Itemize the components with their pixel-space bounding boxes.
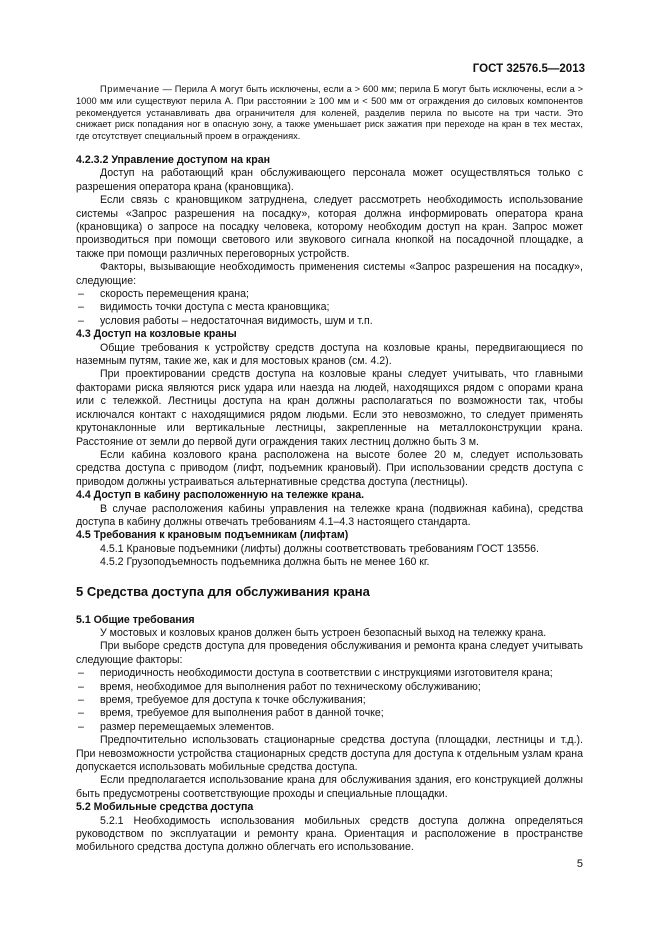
paragraph: При проектировании средств доступа на козловые краны следует учитывать, что главными факторами риска являются риск удара или наезда на людей, находящихся рядом с опорами крана или с тележкой. Лестницы доступа на кран должны располагаться по возможности так, чтобы исключался контакт с находящимися рядом людьми. Если это невозможно, то следует применять крутонаклонные или вертикальные лестницы, закрепленные на металлоконструкции крана. Расстояние от земли до первой дуги ограждения таких лестниц должно быть 3 м. xyxy=(76,368,583,448)
factor-list xyxy=(76,288,583,328)
list-item: – время, необходимое для выполнения работ по техническому обслуживанию; xyxy=(76,681,583,694)
list-item: – размер перемещаемых элементов. xyxy=(76,721,583,734)
paragraph: Если предполагается использование крана для обслуживания здания, его конструкцией должны быть предусмотрены соответствующие проходы и специальные площадки. xyxy=(76,774,583,800)
document-number-header: ГОСТ 32576.5—2013 xyxy=(472,63,585,75)
list-item: – время, требуемое для доступа к точке обслуживания; xyxy=(76,694,583,707)
section-heading-4-2-3-2: 4.2.3.2 Управление доступом на кран xyxy=(76,153,270,166)
section-heading-4-3: 4.3 Доступ на козловые краны xyxy=(76,328,237,341)
paragraph: В случае расположения кабины управления на тележке крана (подвижная кабина), средства доступа в кабину должны отвечать требованиям 4.1–4.3 настоящего стандарта. xyxy=(76,502,583,528)
page-number: 5 xyxy=(576,858,583,870)
page-content xyxy=(76,84,583,855)
paragraph: 5.2.1 Необходимость использования мобильных средств доступа должна определяться руководством по эксплуатации и ремонту крана. Ориентация и расположение в пространстве мобильного средства доступа должно облегчать его использование. xyxy=(76,814,583,854)
list-item: – время, требуемое для выполнения работ в данной точке; xyxy=(76,707,583,720)
paragraph: Если кабина козлового крана расположена на высоте более 20 м, следует использовать средства доступа с приводом (лифт, подъемник крановый). При использовании средств доступа с приводом должны устраиваться альтернативные средства доступа (лестницы). xyxy=(76,448,583,488)
section-heading-4-5: 4.5 Требования к крановым подъемникам (лифтам) xyxy=(76,529,349,542)
paragraph: Если связь с крановщиком затруднена, следует рассмотреть необходимость использование системы «Запрос разрешения на посадку», которая должна информировать оператора крана (крановщика) о запросе на посадку человека, которому необходим доступ на кран. Запрос может производиться при помощи светового или звукового сигнала кнопкой на посадочной площадке, а также при помощи различных переговорных устройств. xyxy=(76,194,583,260)
paragraph: При выборе средств доступа для проведения обслуживания и ремонта крана следует учитывать следующие факторы: xyxy=(76,640,583,666)
list-item: – условия работы – недостаточная видимость, шум и т.п. xyxy=(76,315,583,328)
list-item: – видимость точки доступа с места крановщика; xyxy=(76,301,583,314)
paragraph: 4.5.2 Грузоподъемность подъемника должна быть не менее 160 кг. xyxy=(100,556,430,569)
paragraph: Доступ на работающий кран обслуживающего персонала может осуществляться только с разрешения оператора крана (крановщика). xyxy=(76,167,583,193)
section-heading-4-4: 4.4 Доступ в кабину расположенную на тележке крана. xyxy=(76,489,365,502)
paragraph: Факторы, вызывающие необходимость применения системы «Запрос разрешения на посадку», следующие: xyxy=(76,261,583,287)
section-heading-5-2: 5.2 Мобильные средства доступа xyxy=(76,801,254,814)
note-text: — Перила А могут быть исключены, если a > 600 мм; перила Б могут быть исключены, если a > 1000 мм или существуют перила А. При расстоянии ≥ 100 мм и < 500 мм от ограждения до силовых компонентов рекомендуется устанавливать два ограничителя для коленей, разделив перила по высоте на три части. Это снижает риск попадания ног в опасную зону, а также уменьшает риск зажатия при переходе на кран в тех местах, где отсутствует специальный проем в ограждениях. xyxy=(76,84,583,142)
section-heading-5-1: 5.1 Общие требования xyxy=(76,613,195,626)
list-item: – периодичность необходимости доступа в соответствии с инструкциями изготовителя крана; xyxy=(76,667,583,680)
paragraph: Предпочтительно использовать стационарные средства доступа (площадки, лестницы и т.д.). При невозможности устройства стационарных средств доступа для доступа к отдельным узлам крана допускается использовать мобильные средства доступа. xyxy=(76,734,583,774)
note-label: Примечание xyxy=(100,84,160,94)
note-paragraph xyxy=(76,84,583,143)
paragraph: 4.5.1 Крановые подъемники (лифты) должны соответствовать требованиям ГОСТ 13556. xyxy=(100,542,539,555)
paragraph: У мостовых и козловых кранов должен быть устроен безопасный выход на тележку крана. xyxy=(100,626,547,639)
paragraph: Общие требования к устройству средств доступа на козловые краны, передвигающиеся по наземным путям, такие же, как и для мостовых кранов (см. 4.2). xyxy=(76,341,583,368)
factor-list xyxy=(76,667,583,734)
section-heading-5: 5 Средства доступа для обслуживания крана xyxy=(76,583,370,599)
list-item: – скорость перемещения крана; xyxy=(76,288,583,301)
